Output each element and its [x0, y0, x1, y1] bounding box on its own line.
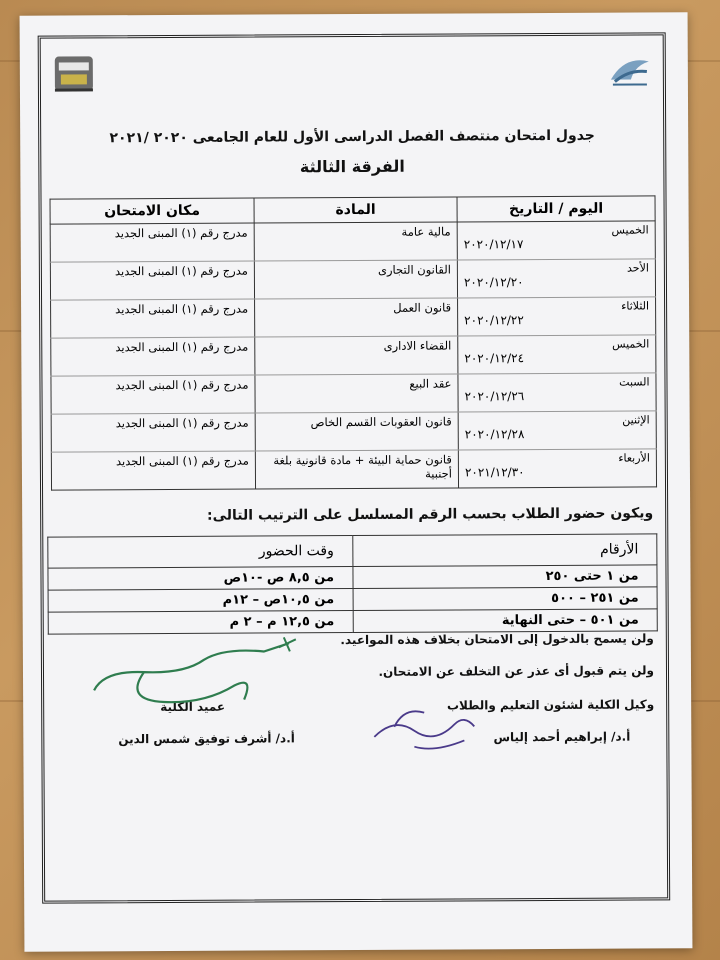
- row-date: ٢٠٢٠/١٢/٢٦: [464, 389, 525, 404]
- numbers-cell: من ٢٥١ – ٥٠٠: [353, 587, 658, 611]
- row-day: السبت: [619, 375, 650, 389]
- col-subject: المادة: [254, 197, 457, 223]
- attendance-note: ويكون حضور الطلاب بحسب الرقم المسلسل على الترتيب التالى:: [206, 505, 654, 524]
- col-numbers: الأرقام: [352, 534, 657, 567]
- row-place: مدرج رقم (١) المبنى الجديد: [50, 261, 254, 300]
- class-level-title: الفرقة الثالثة: [299, 156, 405, 177]
- table-row: [51, 335, 656, 376]
- table-row: [48, 587, 657, 612]
- row-subject: عقد البيع: [255, 374, 458, 413]
- row-day: الخميس: [612, 337, 650, 351]
- faculty-logo: [605, 49, 655, 91]
- col-day-date: اليوم / التاريخ: [457, 196, 655, 222]
- col-time: وقت الحضور: [48, 536, 353, 569]
- row-day: الثلاثاء: [621, 299, 650, 313]
- numbers-cell: من ١ حتى ٢٥٠: [352, 565, 657, 589]
- table-row: [51, 373, 656, 414]
- footnote-no-excuse: ولن يتم قبول أى عذر عن التخلف عن الامتحان.: [378, 663, 655, 679]
- table-row: [50, 259, 655, 300]
- table-row: [51, 297, 656, 338]
- time-cell: من ٨,٥ ص -١٠ص: [48, 567, 353, 591]
- row-place: مدرج رقم (١) المبنى الجديد: [51, 375, 255, 414]
- dean-title: عميد الكلية: [160, 699, 226, 715]
- row-date: ٢٠٢٠/١٢/٢٠: [463, 275, 524, 290]
- row-date: ٢٠٢٠/١٢/٢٤: [464, 351, 525, 366]
- table-row: [51, 411, 656, 452]
- row-place: مدرج رقم (١) المبنى الجديد: [51, 337, 255, 376]
- table-row: [50, 221, 655, 262]
- col-place: مكان الامتحان: [50, 198, 254, 224]
- time-cell: من ١٢,٥ م – ٢ م: [48, 611, 353, 635]
- document-frame: [38, 32, 671, 903]
- row-subject: قانون العمل: [255, 298, 458, 337]
- row-subject: قانون العقوبات القسم الخاص: [255, 412, 458, 451]
- university-seal-icon: [49, 52, 99, 94]
- row-place: مدرج رقم (١) المبنى الجديد: [51, 299, 255, 338]
- attendance-table: [47, 533, 658, 634]
- document-sheet: [20, 12, 693, 951]
- footnote-entry-times: ولن يسمح بالدخول إلى الامتحان بخلاف هذه المواعيد.: [340, 631, 654, 648]
- row-date: ٢٠٢٠/١٢/٢٨: [464, 427, 525, 442]
- vice-dean-title: وكيل الكلية لشئون التعليم والطلاب: [446, 697, 655, 713]
- row-subject: مالية عامة: [254, 222, 457, 261]
- row-date: ٢٠٢١/١٢/٣٠: [464, 465, 525, 480]
- row-day: الخميس: [611, 223, 649, 237]
- row-day: الأربعاء: [618, 451, 650, 465]
- numbers-cell: من ٥٠١ – حتى النهاية: [353, 609, 658, 633]
- dean-name: أ.د/ أشرف توفيق شمس الدين: [118, 731, 295, 747]
- row-day: الأحد: [626, 261, 649, 275]
- row-place: مدرج رقم (١) المبنى الجديد: [51, 413, 255, 452]
- row-subject: القانون التجارى: [254, 260, 457, 299]
- row-place: مدرج رقم (١) المبنى الجديد: [51, 451, 255, 490]
- row-day: الإثنين: [622, 413, 650, 427]
- table-row: [51, 449, 656, 490]
- time-cell: من ١٠,٥ص – ١٢م: [48, 589, 353, 613]
- exam-schedule-table: [50, 195, 658, 490]
- table-row: [48, 565, 657, 590]
- dean-signature: [84, 629, 304, 720]
- row-place: مدرج رقم (١) المبنى الجديد: [50, 223, 254, 262]
- row-subject: قانون حماية البيئة + مادة قانونية بلغة أجنبية: [255, 450, 458, 489]
- page-title: جدول امتحان منتصف الفصل الدراسى الأول للعام الجامعى ٢٠٢٠ /٢٠٢١: [109, 127, 595, 147]
- row-date: ٢٠٢٠/١٢/١٧: [463, 237, 524, 252]
- row-subject: القضاء الادارى: [255, 336, 458, 375]
- row-date: ٢٠٢٠/١٢/٢٢: [464, 313, 524, 328]
- vice-dean-name: أ.د/ إبراهيم أحمد إلياس: [493, 729, 631, 745]
- vice-dean-signature: [364, 696, 484, 757]
